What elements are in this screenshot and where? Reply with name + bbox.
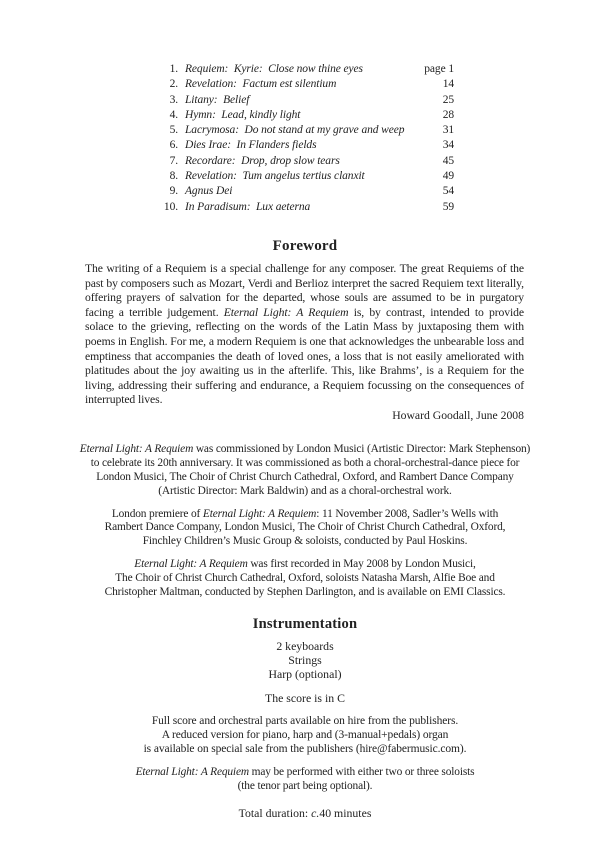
foreword-signature: Howard Goodall, June 2008 bbox=[392, 408, 524, 422]
toc-page-number: 14 bbox=[442, 78, 454, 91]
toc-movement-title: Litany: Belief bbox=[185, 93, 250, 106]
toc-movement-title: Lacrymosa: Do not stand at my grave and weep bbox=[185, 124, 405, 137]
toc-page-number: 59 bbox=[442, 200, 454, 213]
toc-page-number: 54 bbox=[442, 185, 454, 198]
toc-movement-number: 7. bbox=[169, 154, 178, 167]
toc-movement-title: Recordare: Drop, drop slow tears bbox=[185, 154, 340, 167]
toc-movement-title: Agnus Dei bbox=[185, 185, 233, 198]
toc-row bbox=[154, 169, 454, 184]
toc-movement-number: 6. bbox=[169, 139, 178, 152]
instrumentation-list: 2 keyboards Strings Harp (optional) bbox=[268, 638, 342, 682]
toc-movement-number: 10. bbox=[163, 200, 178, 213]
toc-row bbox=[154, 184, 454, 199]
toc-row bbox=[154, 154, 454, 169]
toc-page-number: 28 bbox=[442, 108, 454, 121]
toc-page-number: 34 bbox=[442, 139, 454, 152]
toc-page-number: 31 bbox=[442, 124, 454, 137]
toc-page-number: page 1 bbox=[424, 63, 454, 75]
toc-row bbox=[154, 123, 454, 138]
recording-note: Eternal Light: A Requiem was first recorded in May 2008 by London Musici, The Choir of Christ Church Cathedral, Oxford, soloists Natasha Marsh, Alfie Boe and Christopher Maltman, conducted by Stephen Darlington, and is available on EMI Classics. bbox=[104, 558, 506, 599]
toc-movement-number: 2. bbox=[169, 78, 178, 91]
toc-page-number: 45 bbox=[442, 154, 454, 167]
duration-note: Total duration: c.40 minutes bbox=[238, 805, 372, 820]
foreword-heading: Foreword bbox=[272, 237, 338, 254]
toc-movement-number: 4. bbox=[169, 108, 178, 121]
availability-note: Full score and orchestral parts available on hire from the publishers. A reduced version for piano, harp and (3-manual+pedals) organ is available on special sale from the publishers (hire@fabermusic.com). bbox=[143, 714, 467, 756]
toc-row bbox=[154, 62, 454, 77]
toc-movement-number: 1. bbox=[169, 63, 178, 75]
toc-movement-number: 9. bbox=[169, 185, 178, 198]
toc-movement-title: In Paradisum: Lux aeterna bbox=[185, 200, 311, 213]
performance-note: Eternal Light: A Requiem may be performed with either two or three soloists (the tenor part being optional). bbox=[135, 765, 475, 792]
toc-row bbox=[154, 93, 454, 108]
toc-movement-title: Dies Irae: In Flanders fields bbox=[185, 139, 317, 152]
premiere-note: London premiere of Eternal Light: A Requiem: 11 November 2008, Sadler’s Wells with Rambert Dance Company, London Musici, The Choir of Christ Church Cathedral, Oxford, Finchley Children’s Music Group & soloists, conducted by Paul Hoskins. bbox=[104, 507, 506, 548]
toc-row bbox=[154, 77, 454, 92]
toc-movement-title: Revelation: Factum est silentium bbox=[185, 78, 337, 91]
instrumentation-heading: Instrumentation bbox=[252, 615, 358, 632]
toc-movement-number: 5. bbox=[169, 124, 178, 137]
toc-page-number: 49 bbox=[442, 170, 454, 183]
toc-row bbox=[154, 108, 454, 123]
toc-movement-title: Hymn: Lead, kindly light bbox=[185, 108, 301, 121]
toc-movement-number: 8. bbox=[169, 170, 178, 183]
toc-movement-title: Revelation: Tum angelus tertius clanxit bbox=[185, 170, 365, 183]
commission-note: Eternal Light: A Requiem was commissioned by London Musici (Artistic Director: Mark Stephenson) to celebrate its 20th anniversary. It was commissioned as both a choral-orchestral-dance piece for London Musici, The Choir of Christ Church Cathedral, Oxford, and Rambert Dance Company (Artistic Director: Mark Baldwin) and as a choral-orchestral work. bbox=[79, 442, 531, 497]
score-key-note: The score is in C bbox=[265, 690, 345, 705]
toc-row bbox=[154, 138, 454, 153]
toc-movement-title: Requiem: Kyrie: Close now thine eyes bbox=[185, 63, 363, 75]
toc-page-number: 25 bbox=[442, 93, 454, 106]
table-of-contents bbox=[154, 62, 454, 215]
foreword-body: The writing of a Requiem is a special challenge for any composer. The great Requiems of the past by composers such as Mozart, Verdi and Berlioz interpret the sacred Requiem text literally, offering prayers of salvation for the departed, whose souls are assumed to be in purgatory facing a terrible judgement. Eternal Light: A Requiem is, by contrast, intended to provide solace to the grieving, reflecting on the words of the Latin Mass by juxtaposing them with poems in English. For me, a modern Requiem is one that acknowledges the unbearable loss and emptiness that accompanies the death of loved ones, a loss that is not easily ameliorated with platitudes about the joy awaiting us in the afterlife. This, like Brahms’, is a Requiem for the living, addressing their suffering and endurance, a Requiem focussing on the consequences of interrupted lives. bbox=[85, 261, 524, 407]
toc-movement-number: 3. bbox=[169, 93, 178, 106]
toc-row bbox=[154, 200, 454, 215]
